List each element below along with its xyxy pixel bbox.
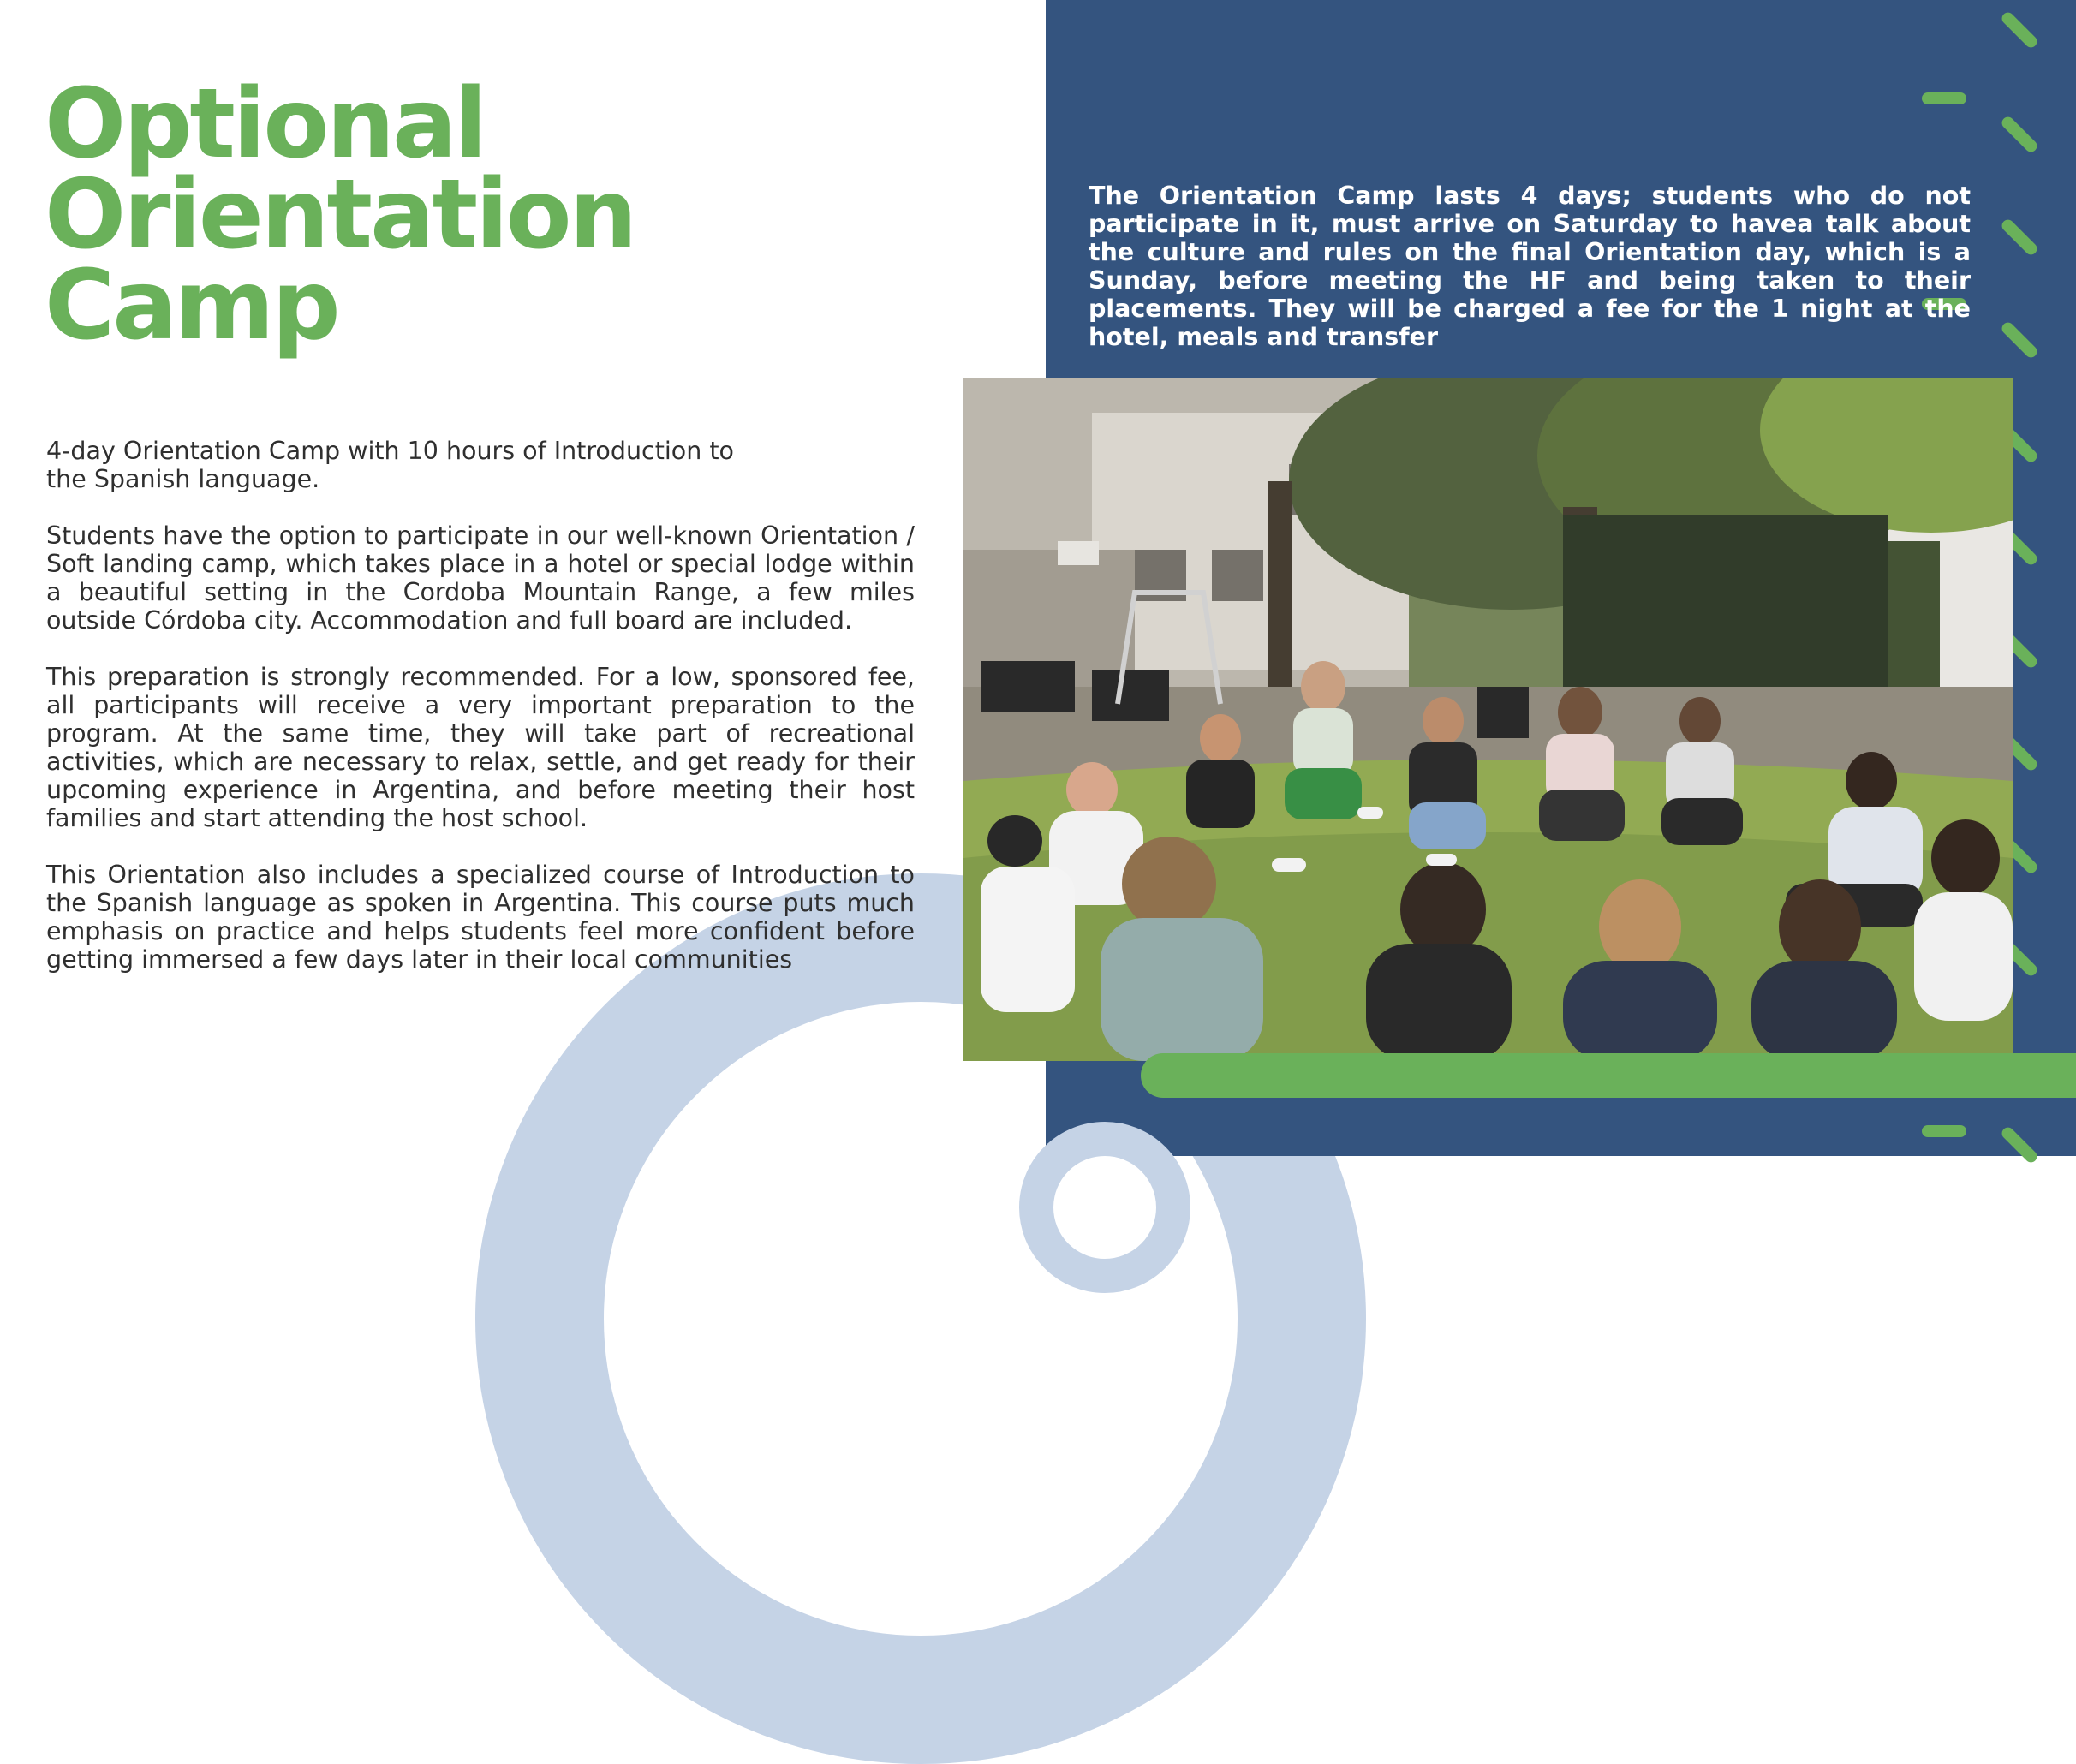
page-title (45, 69, 635, 361)
paragraph-spanish-course: This Orientation also includes a specialized course of Introduction to the Spanish language as spoken in Argentina. This course puts much emphasis on practice and helps students feel more confident before getting immersed a few days later in their local communities (46, 861, 915, 974)
intro-paragraph: 4-day Orientation Camp with 10 hours of Introduction to the Spanish language. (46, 437, 734, 493)
camp-description (46, 437, 915, 1002)
title-line-1: Optional (45, 69, 485, 180)
camp-duration-note: The Orientation Camp lasts 4 days; students who do not participate in it, must arrive on Saturday to havea talk about the culture and rules on the final Orientation day, which is a Sunday, before meeting the HF and being taken to their placements. They will be charged a fee for the 1 night at the hotel, meals and transfer (1089, 182, 1971, 351)
decorative-green-bar (1141, 1053, 2076, 1098)
title-line-2: Orientation (45, 159, 635, 271)
decorative-arc-small (1019, 1122, 1190, 1293)
orientation-camp-photo (963, 378, 2013, 1061)
title-line-3: Camp (45, 250, 338, 361)
paragraph-lodge: Students have the option to participate in our well-known Orientation / Soft landing camp, which takes place in a hotel or special lodge within a beautiful setting in the Cordoba Mountain Range, a few miles outside Córdoba city. Accommodation and full board are included. (46, 521, 915, 635)
paragraph-preparation: This preparation is strongly recommended. For a low, sponsored fee, all participants will receive a very important preparation to the program. At the same time, they will take part of recreational activities, which are necessary to relax, settle, and get ready for their upcoming experience in Argentina, and before meeting their host families and start attending the host school. (46, 663, 915, 832)
